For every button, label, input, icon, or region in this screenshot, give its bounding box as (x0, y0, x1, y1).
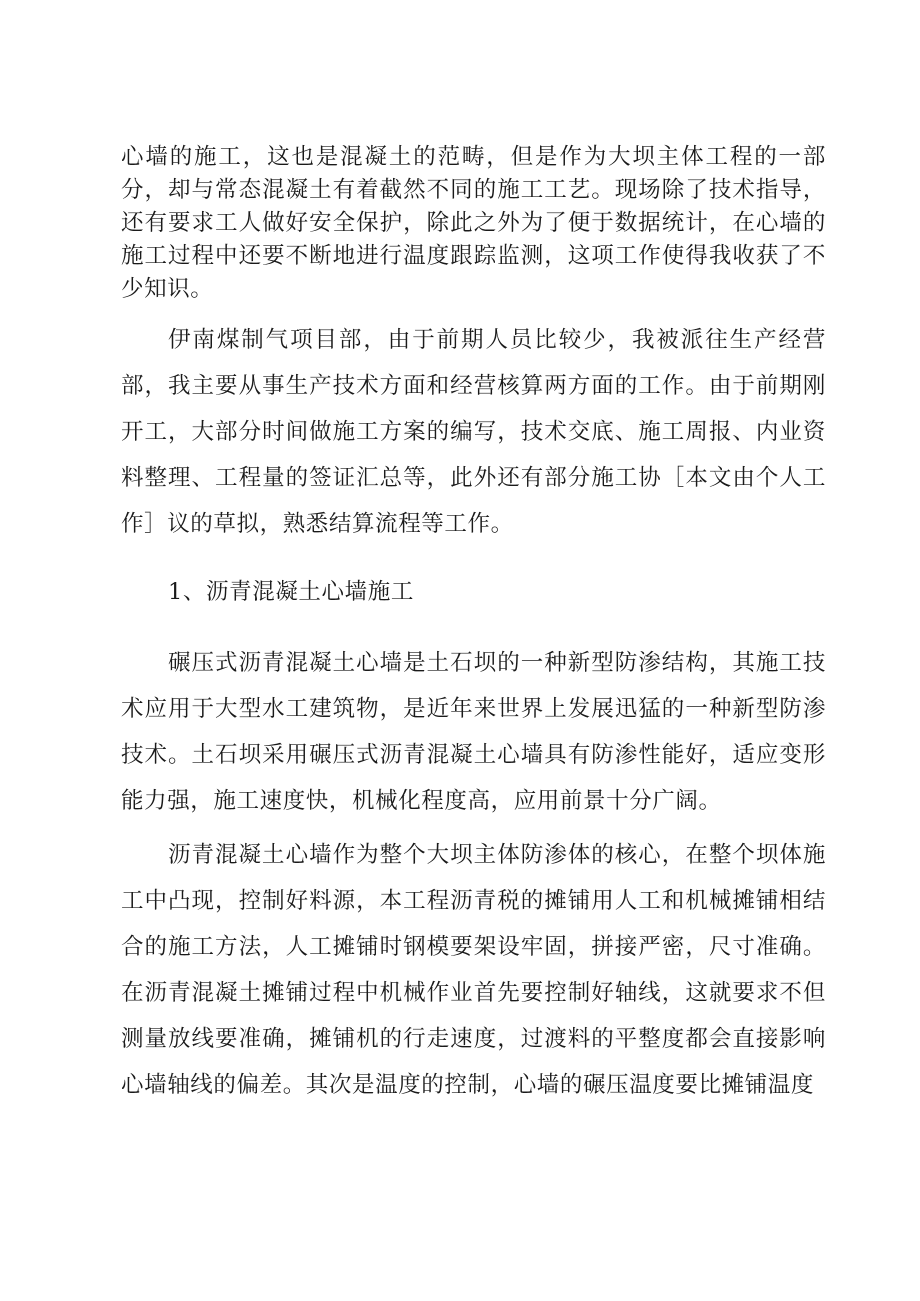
paragraph-project-department: 伊南煤制气项目部，由于前期人员比较少，我被派往生产经营部，我主要从事生产技术方面和经营核算两方面的工作。由于前期刚开工，大部分时间做施工方案的编写，技术交底、施工周报、内业资料整理、工程量的签证汇总等，此外还有部分施工协［本文由个人工作］议的草拟，熟悉结算流程等工作。 (121, 327, 826, 537)
paragraph-asphalt-core-wall-intro: 碾压式沥青混凝土心墙是土石坝的一种新型防渗结构，其施工技术应用于大型水工建筑物，是近年来世界上发展迅猛的一种新型防渗技术。土石坝采用碾压式沥青混凝土心墙具有防渗性能好，适应变形能力强，施工速度快，机械化程度高，应用前景十分广阔。 (121, 650, 826, 814)
section-heading: 1、沥青混凝土心墙施工 (168, 579, 414, 605)
paragraph-continuation: 心墙的施工，这也是混凝土的范畴，但是作为大坝主体工程的一部分，却与常态混凝土有着截然不同的施工工艺。现场除了技术指导，还有要求工人做好安全保护，除此之外为了便于数据统计，在心墙的施工过程中还要不断地进行温度跟踪监测，这项工作使得我收获了不少知识。 (121, 144, 826, 302)
paragraph-asphalt-core-wall-construction: 沥青混凝土心墙作为整个大坝主体防渗体的核心，在整个坝体施工中凸现，控制好料源，本工程沥青税的摊铺用人工和机械摊铺相结合的施工方法，人工摊铺时钢模要架设牢固，拼接严密，尺寸准确。在沥青混凝土摊铺过程中机械作业首先要控制好轴线，这就要求不但测量放线要准确，摊铺机的行走速度，过渡料的平整度都会直接影响心墙轴线的偏差。其次是温度的控制，心墙的碾压温度要比摊铺温度 (121, 842, 826, 1098)
document-page (121, 141, 826, 1108)
